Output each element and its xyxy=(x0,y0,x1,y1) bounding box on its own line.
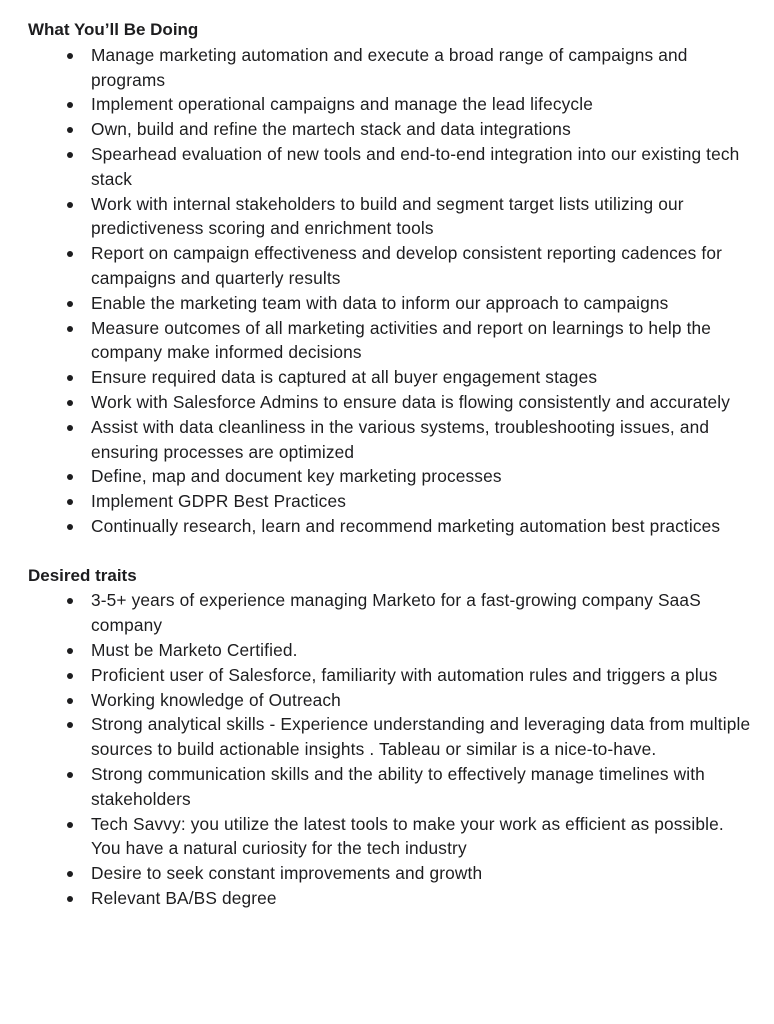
list-item-text: Implement operational campaigns and manage the lead lifecycle xyxy=(91,94,593,115)
list-item xyxy=(91,861,754,886)
bullet-icon xyxy=(67,499,73,505)
section-heading-desired-traits: Desired traits xyxy=(28,565,137,585)
list-item-text: Strong analytical skills - Experience understanding and leveraging data from multiple sources to build actionable insights . Tableau or similar is a nice-to-have. xyxy=(91,714,751,760)
bullet-icon xyxy=(67,896,73,902)
list-item xyxy=(91,291,754,316)
bullet-icon xyxy=(67,152,73,158)
list-item-text: Work with Salesforce Admins to ensure data is flowing consistently and accurately xyxy=(91,391,731,412)
list-item xyxy=(91,390,754,415)
list-item-text: Own, build and refine the martech stack and data integrations xyxy=(91,119,571,140)
bullet-icon xyxy=(67,822,73,828)
list-item xyxy=(91,43,754,93)
list-item-text: Tech Savvy: you utilize the latest tools to make your work as efficient as possible. You have a natural curiosity for the tech industry xyxy=(91,813,724,859)
list-item xyxy=(91,365,754,390)
bullet-icon xyxy=(67,127,73,133)
list-item xyxy=(91,464,754,489)
list-item-text: Continually research, learn and recommend marketing automation best practices xyxy=(91,515,721,536)
list-item xyxy=(91,812,754,862)
list-item xyxy=(91,489,754,514)
list-item-text: Working knowledge of Outreach xyxy=(91,689,341,710)
bullet-icon xyxy=(67,326,73,332)
responsibilities-list xyxy=(28,43,754,539)
bullet-icon xyxy=(67,673,73,679)
bullet-icon xyxy=(67,772,73,778)
list-item xyxy=(91,415,754,465)
section-spacer xyxy=(28,539,754,564)
list-item-text: Relevant BA/BS degree xyxy=(91,887,277,908)
list-item-text: Define, map and document key marketing processes xyxy=(91,466,502,487)
list-item-text: Measure outcomes of all marketing activities and report on learnings to help the company make informed decisions xyxy=(91,317,712,363)
list-item xyxy=(91,316,754,366)
list-item-text: Proficient user of Salesforce, familiarity with automation rules and triggers a plus xyxy=(91,664,718,685)
list-item xyxy=(91,92,754,117)
list-item-text: Enable the marketing team with data to inform our approach to campaigns xyxy=(91,292,669,313)
list-item-text: Work with internal stakeholders to build and segment target lists utilizing our predictiveness scoring and enrichment tools xyxy=(91,193,684,239)
list-item-text: Manage marketing automation and execute a broad range of campaigns and programs xyxy=(91,44,688,90)
list-item xyxy=(91,142,754,192)
list-item-text: Desire to seek constant improvements and growth xyxy=(91,863,483,884)
section-heading-responsibilities: What You’ll Be Doing xyxy=(28,20,199,39)
list-item-text: Must be Marketo Certified. xyxy=(91,639,298,660)
list-item-text: Report on campaign effectiveness and develop consistent reporting cadences for campaigns and quarterly results xyxy=(91,243,723,288)
bullet-icon xyxy=(67,301,73,307)
list-item xyxy=(91,688,754,713)
bullet-icon xyxy=(67,425,73,431)
list-item xyxy=(91,514,754,539)
list-item xyxy=(91,192,754,242)
list-item-text: Implement GDPR Best Practices xyxy=(91,491,347,512)
bullet-icon xyxy=(67,202,73,208)
desired-traits-list xyxy=(28,588,754,910)
list-item xyxy=(91,762,754,812)
bullet-icon xyxy=(67,598,73,604)
bullet-icon xyxy=(67,251,73,257)
list-item-text: Spearhead evaluation of new tools and end-to-end integration into our existing tech stack xyxy=(91,143,740,189)
bullet-icon xyxy=(67,102,73,108)
bullet-icon xyxy=(67,474,73,480)
list-item-text: 3-5+ years of experience managing Marketo for a fast-growing company SaaS company xyxy=(91,590,701,636)
bullet-icon xyxy=(67,53,73,59)
bullet-icon xyxy=(67,722,73,728)
bullet-icon xyxy=(67,871,73,877)
list-item xyxy=(91,663,754,688)
list-item xyxy=(91,117,754,142)
bullet-icon xyxy=(67,524,73,530)
list-item xyxy=(91,712,754,762)
list-item-text: Assist with data cleanliness in the various systems, troubleshooting issues, and ensuring processes are optimized xyxy=(91,416,710,462)
bullet-icon xyxy=(67,698,73,704)
bullet-icon xyxy=(67,648,73,654)
list-item-text: Strong communication skills and the ability to effectively manage timelines with stakeholders xyxy=(91,763,705,809)
list-item xyxy=(91,638,754,663)
list-item xyxy=(91,588,754,638)
bullet-icon xyxy=(67,400,73,406)
bullet-icon xyxy=(67,375,73,381)
list-item xyxy=(91,241,754,291)
list-item xyxy=(91,886,754,911)
list-item-text: Ensure required data is captured at all buyer engagement stages xyxy=(91,367,598,388)
